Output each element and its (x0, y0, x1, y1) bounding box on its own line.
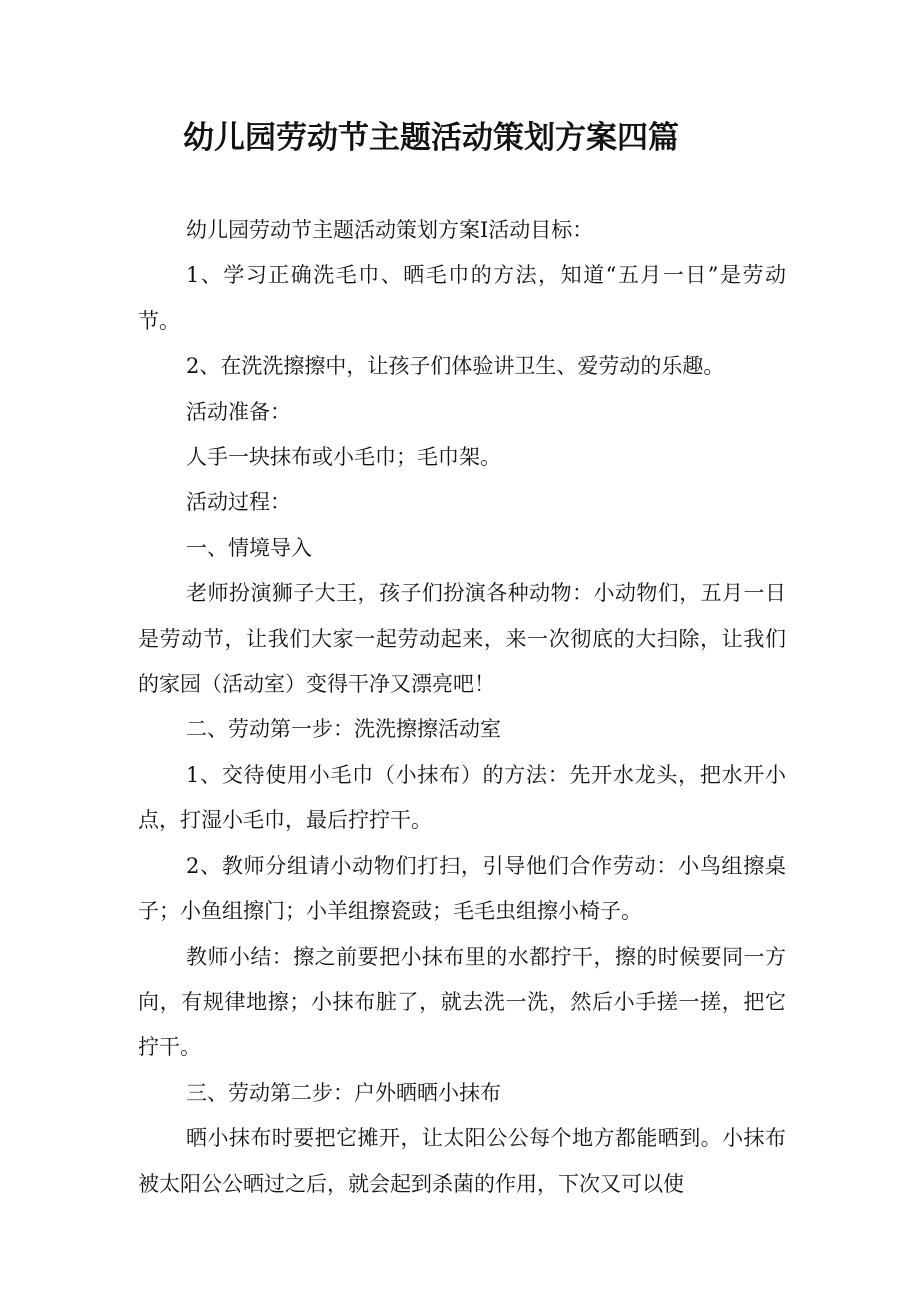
paragraph: 活动过程： (186, 490, 291, 515)
paragraph: 1、交待使用小毛巾（小抹布）的方法：先开水龙头，把水开小点，打湿小毛巾，最后拧拧干。 (138, 762, 786, 833)
paragraph: 三、劳动第二步：户外晒晒小抹布 (186, 1080, 501, 1105)
paragraph: 1、学习正确洗毛巾、晒毛巾的方法，知道“五月一日”是劳动节。 (138, 263, 786, 333)
paragraph: 老师扮演狮子大王，孩子们扮演各种动物：小动物们，五月一日是劳动节，让我们大家一起劳动起来，来一次彻底的大扫除，让我们的家园（活动室）变得干净又漂亮吧！ (138, 581, 786, 697)
paragraph: 教师小结：擦之前要把小抹布里的水都拧干，擦的时候要同一方向，有规律地擦；小抹布脏了，就去洗一洗，然后小手搓一搓，把它拧干。 (138, 944, 786, 1060)
paragraph: 人手一块抹布或小毛巾；毛巾架。 (186, 445, 501, 470)
paragraph: 一、情境导入 (186, 535, 312, 560)
paragraph: 2、教师分组请小动物们打扫，引导他们合作劳动：小鸟组擦桌子；小鱼组擦门；小羊组擦瓷豉；毛毛虫组擦小椅子。 (138, 853, 786, 924)
paragraph: 二、劳动第一步：洗洗擦擦活动室 (186, 717, 501, 742)
paragraph: 幼儿园劳动节主题活动策划方案I活动目标： (186, 218, 594, 242)
document-body (138, 208, 786, 1207)
paragraph: 晒小抹布时要把它摊开，让太阳公公每个地方都能晒到。小抹布被太阳公公晒过之后，就会起到杀菌的作用，下次又可以使 (138, 1126, 786, 1196)
paragraph: 活动准备： (186, 399, 291, 424)
document-title: 幼儿园劳动节主题活动策划方案四篇 (183, 120, 679, 156)
paragraph: 2、在洗洗擦擦中，让孩子们体验讲卫生、爱劳动的乐趣。 (186, 354, 725, 379)
